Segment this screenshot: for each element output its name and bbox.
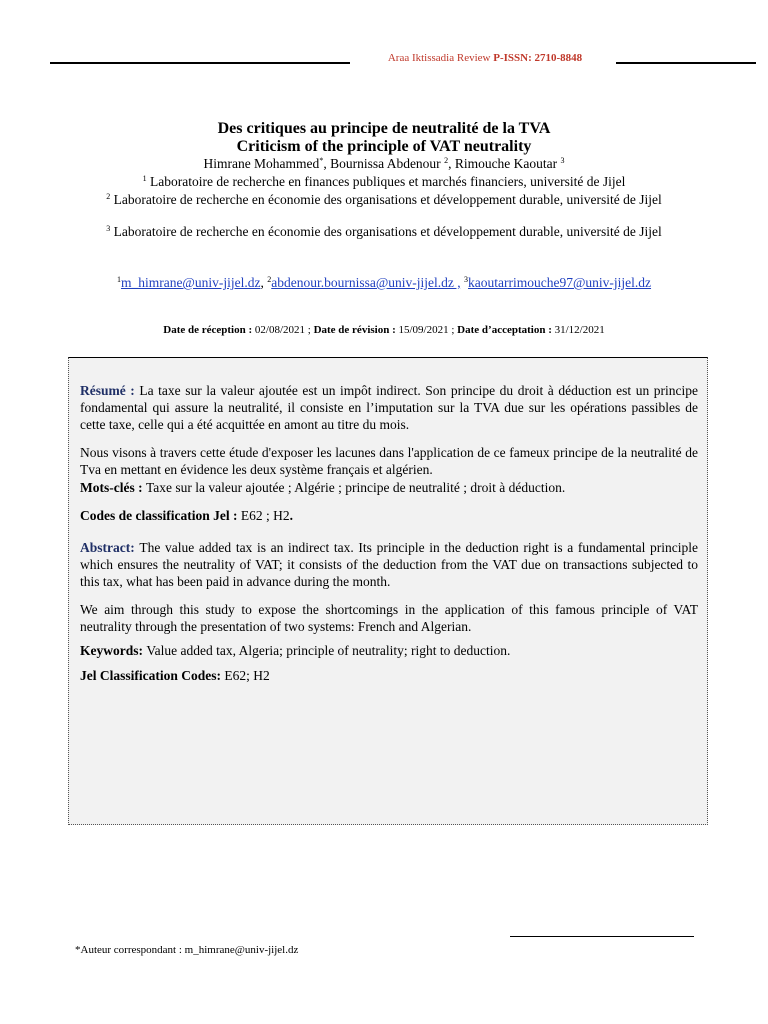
corresponding-author-footnote: *Auteur correspondant : m_himrane@univ-jijel.dz <box>75 944 299 956</box>
dates-line: Date de réception : 02/08/2021 ; Date de révision : 15/09/2021 ; Date d’acceptation : 31/12/2021 <box>163 324 605 336</box>
journal-header <box>340 52 630 64</box>
codes-en-label: Jel Classification Codes: <box>80 668 225 683</box>
motscles-line: Mots-clés : Taxe sur la valeur ajoutée ; Algérie ; principe de neutralité ; droit à déduction. <box>80 480 566 495</box>
abstract-label: Abstract: <box>80 540 140 555</box>
abstract-paragraph: Abstract: The value added tax is an indirect tax. Its principle in the deduction right is a fundamental principle which ensures the neutrality of VAT; it consists of the deduction from the VAT due on transactions subjected to this tax, what has been paid in advance during the month. <box>80 540 698 589</box>
codes-fr-line: Codes de classification Jel : E62 ; H2. <box>80 508 293 523</box>
emails-line: $^1$m_himrane@univ-jijel.dz, $^2$abdenour.bournissa@univ-jijel.dz , $^3$kaoutarrimouche97@univ-jijel.dz <box>116 275 652 290</box>
header-rule-right <box>616 62 756 64</box>
resume-label: Résumé : <box>80 383 140 398</box>
affiliation-3: $^3$ Laboratoire de recherche en économie des organisations et développement durable, université de Jijel <box>106 224 662 239</box>
keywords-line: Keywords: Value added tax, Algeria; principle of neutrality; right to deduction. <box>80 643 511 658</box>
email-link-3[interactable]: kaoutarrimouche97@univ-jijel.dz <box>468 275 652 290</box>
resume-paragraph-2: Nous visons à travers cette étude d'exposer les lacunes dans l'application de ce fameux principe de la neutralité de Tva en mettant en évidence les deux système français et algérien. <box>80 445 698 477</box>
motscles-label: Mots-clés : <box>80 480 146 495</box>
email-link-1[interactable]: m_himrane@univ-jijel.dz <box>120 275 261 290</box>
abstract-paragraph-2: We aim through this study to expose the shortcomings in the application of this famous principle of VAT neutrality through the presentation of two systems: French and Algerian. <box>80 602 698 634</box>
journal-name: Araa Iktissadia Review <box>387 52 494 64</box>
title-english: Criticism of the principle of VAT neutrality <box>236 138 532 155</box>
title-french: Des critiques au principe de neutralité de la TVA <box>217 120 551 137</box>
affiliation-2: $^2$ Laboratoire de recherche en économie des organisations et développement durable, université de Jijel <box>106 192 662 207</box>
journal-issn: P-ISSN: 2710-8848 <box>493 52 583 64</box>
footnote-rule <box>510 936 694 937</box>
authors-line: Himrane Mohammed*, Bournissa Abdenour $^2$, Rimouche Kaoutar $^3$ <box>203 156 565 171</box>
email-link-2[interactable]: abdenour.bournissa@univ-jijel.dz , <box>271 275 461 290</box>
affiliation-1: $^1$ Laboratoire de recherche en finances publiques et marchés financiers, université de Jijel <box>142 174 626 189</box>
resume-paragraph: Résumé : La taxe sur la valeur ajoutée est un impôt indirect. Son principe du droit à déduction est un principe fondamental qui assure la neutralité, il consiste en l’imputation sur la TVA due sur les opérations passibles de cette taxe, celle qui a été acquittée en amont au titre du mois. <box>80 383 698 432</box>
keywords-label: Keywords: <box>80 643 147 658</box>
codes-en-line: Jel Classification Codes: E62; H2 <box>80 668 270 683</box>
codes-fr-label: Codes de classification Jel : <box>80 508 241 523</box>
header-rule-left <box>50 62 350 64</box>
